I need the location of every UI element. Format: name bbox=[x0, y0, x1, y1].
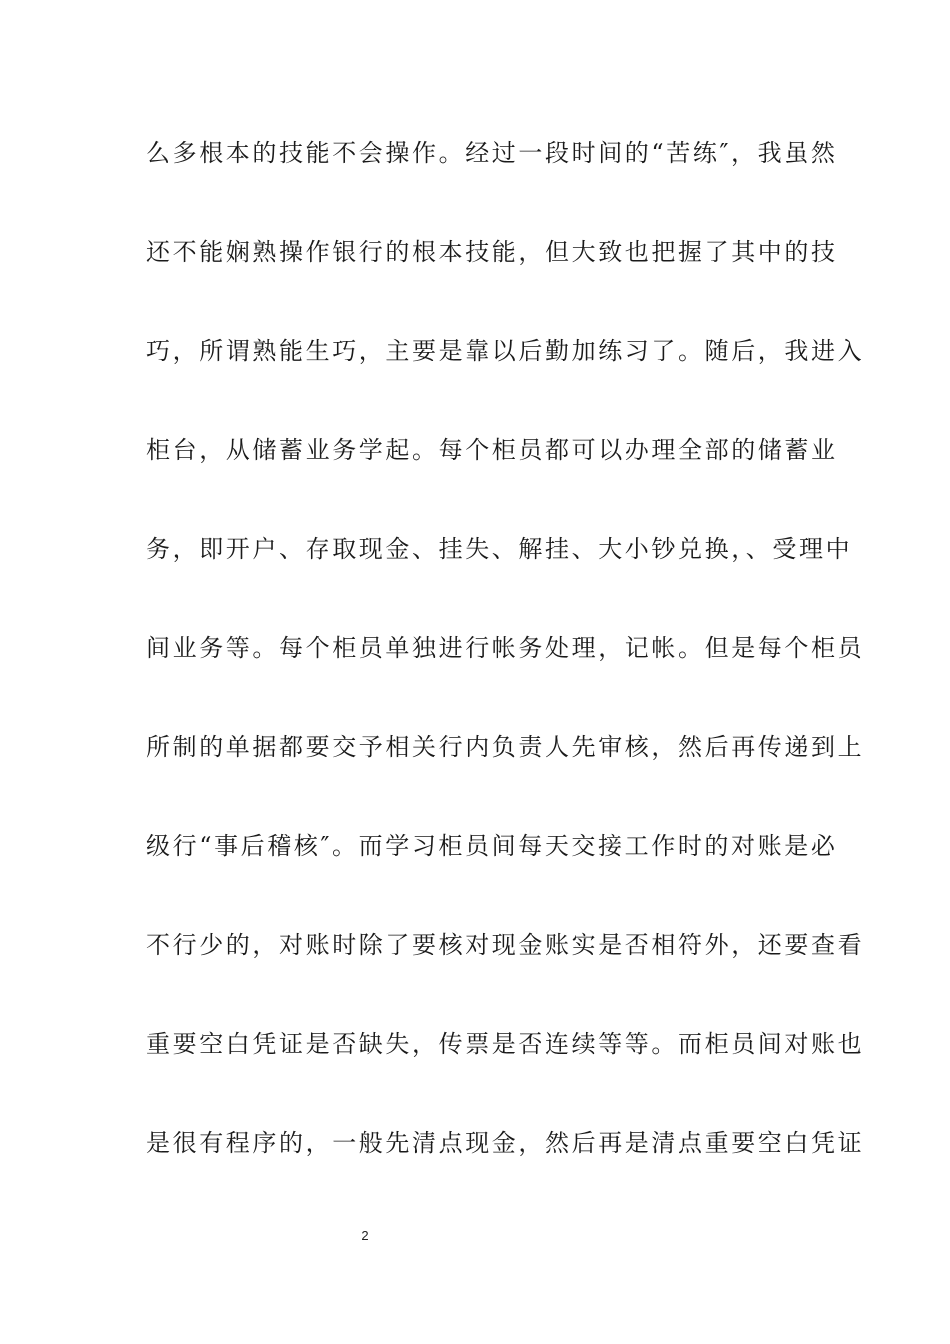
body-text-line-8: 级行“事后稽核″。而学习柜员间每天交接工作时的对账是必 bbox=[146, 832, 838, 860]
body-text-line-1: 么多根本的技能不会操作。经过一段时间的“苦练″，我虽然 bbox=[146, 139, 838, 167]
body-text-line-9: 不行少的，对账时除了要核对现金账实是否相符外，还要查看 bbox=[146, 931, 865, 959]
body-text-line-7: 所制的单据都要交予相关行内负责人先审核，然后再传递到上 bbox=[146, 733, 865, 761]
body-text-line-6: 间业务等。每个柜员单独进行帐务处理，记帐。但是每个柜员 bbox=[146, 634, 865, 662]
body-text-line-2: 还不能娴熟操作银行的根本技能，但大致也把握了其中的技 bbox=[146, 238, 838, 266]
body-text-line-3: 巧，所谓熟能生巧，主要是靠以后勤加练习了。随后，我进入 bbox=[146, 337, 865, 365]
page-number: 2 bbox=[361, 1228, 369, 1243]
body-text-line-11: 是很有程序的，一般先清点现金，然后再是清点重要空白凭证 bbox=[146, 1129, 865, 1157]
body-text-line-10: 重要空白凭证是否缺失，传票是否连续等等。而柜员间对账也 bbox=[146, 1030, 865, 1058]
body-text-line-5: 务，即开户、存取现金、挂失、解挂、大小钞兑换，、受理中 bbox=[146, 535, 853, 563]
body-text-line-4: 柜台，从储蓄业务学起。每个柜员都可以办理全部的储蓄业 bbox=[146, 436, 838, 464]
